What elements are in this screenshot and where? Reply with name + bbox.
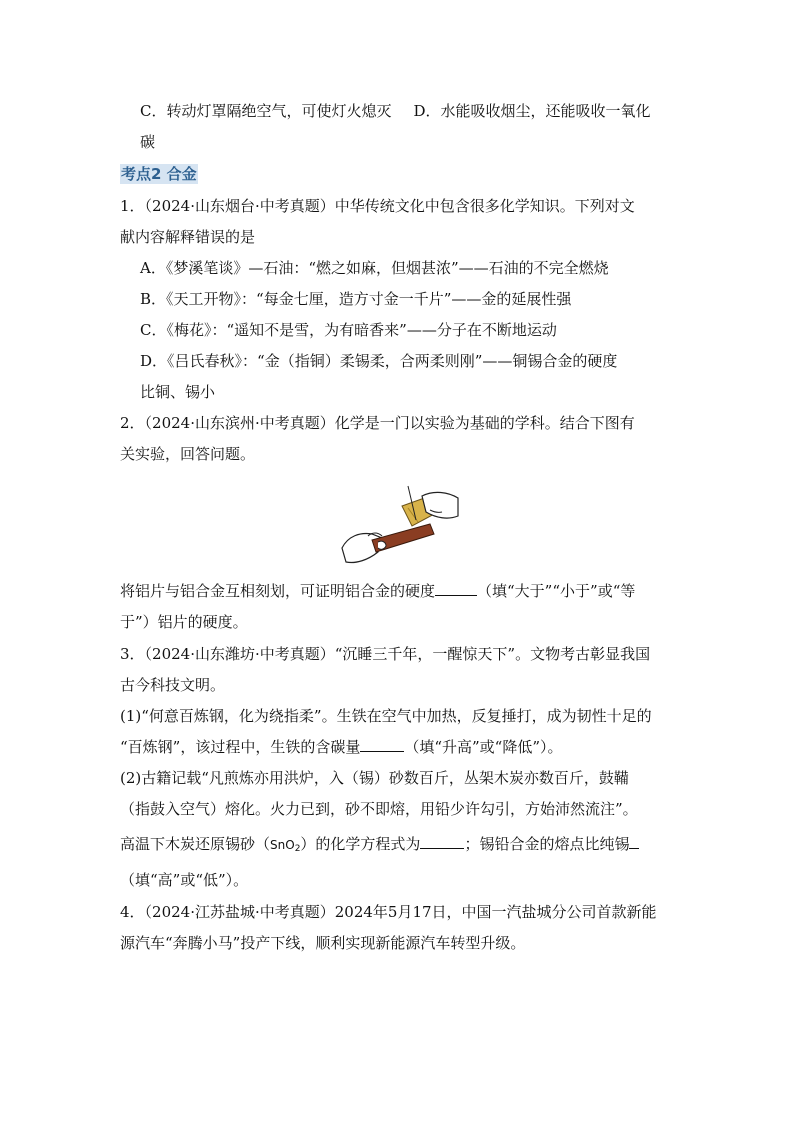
tin-oxide-formula: SnO$_2$ <box>270 838 301 854</box>
prev-option-d-cont: 碳 <box>140 133 156 151</box>
q1-stem-1: 1．（2024·山东烟台·中考真题）中华传统文化中包含很多化学知识。下列对文 <box>120 197 635 215</box>
prev-option-d: D．水能吸收烟尘，还能吸收一氧化 <box>413 102 651 120</box>
q3-melting-point-blank[interactable] <box>629 834 639 849</box>
q1-option-c: C．《梅花》：“遥知不是雪，为有暗香来”——分子在不断地运动 <box>140 321 557 339</box>
q1-option-d: D．《吕氏春秋》：“金（指铜）柔锡柔，合两柔则刚”——铜锡合金的硬度 <box>140 352 618 370</box>
q3-part1-line2: “百炼钢”，该过程中，生铁的含碳量 （填“升高”或“降低”）。 <box>120 738 563 756</box>
prev-option-c-d <box>140 101 651 121</box>
section-title: 考点2 合金 <box>121 165 197 183</box>
q2-stem-2: 关实验，回答问题。 <box>120 445 256 463</box>
q1-stem-2: 献内容解释错误的是 <box>120 228 256 246</box>
q2-answer-blank[interactable] <box>435 581 477 596</box>
q3-part2-line2: （指鼓入空气）熔化。火力已到，砂不即熔，用铅少许勾引，方始沛然流注”。 <box>120 800 638 818</box>
q3-carbon-blank[interactable] <box>360 737 404 752</box>
q2-text-2: 于”）铝片的硬度。 <box>120 613 248 631</box>
q4-stem-2: 源汽车“奔腾小马”投产下线，顺利实现新能源汽车转型升级。 <box>120 934 526 952</box>
q3-part2-line1: (2)古籍记载“凡煎炼亦用洪炉，入（锡）砂数百斤，丛架木炭亦数百斤，鼓鞴 <box>120 769 629 787</box>
q2-text-1: 将铝片与铝合金互相刻划，可证明铝合金的硬度 （填“大于”“小于”或“等 <box>120 582 636 600</box>
q3-stem-1: 3．（2024·山东潍坊·中考真题）“沉睡三千年，一醒惊天下”。文物考古彰显我国 <box>120 645 651 663</box>
q3-part2-line4: （填“高”或“低”）。 <box>120 871 249 889</box>
q1-option-a: A．《梦溪笔谈》—石油：“燃之如麻，但烟甚浓”——石油的不完全燃烧 <box>140 259 609 277</box>
q1-option-d-cont: 比铜、锡小 <box>140 383 216 401</box>
q3-part1-line1: (1)“何意百炼钢，化为绕指柔”。生铁在空气中加热，反复捶打，成为韧性十足的 <box>120 707 652 725</box>
q1-option-b: B．《天工开物》：“每金七厘，造方寸金一千片”——金的延展性强 <box>140 290 572 308</box>
q2-stem-1: 2．（2024·山东滨州·中考真题）化学是一门以实验为基础的学科。结合下图有 <box>120 414 635 432</box>
q3-stem-2: 古今科技文明。 <box>120 676 226 694</box>
prev-option-c: C．转动灯罩隔绝空气，可使灯火熄灭 <box>140 102 392 120</box>
q3-part2-line3: 高温下木炭还原锡砂（SnO$_2$）的化学方程式为 ；锡铅合金的熔点比纯锡 <box>120 834 639 859</box>
q4-stem-1: 4．（2024·江苏盐城·中考真题）2024年5月17日，中国一汽盐城分公司首款新能 <box>120 903 657 921</box>
q3-equation-blank[interactable] <box>420 834 464 849</box>
hands-scratching-aluminum-sheet-icon <box>338 482 462 568</box>
